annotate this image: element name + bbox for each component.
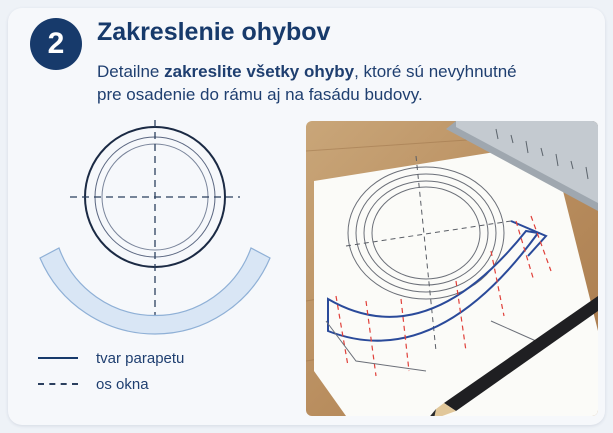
description-text-2: , ktoré sú nevyhnutné [354,62,517,81]
step-number: 2 [47,27,65,60]
dashed-line-icon [38,383,78,385]
solid-line-icon [38,357,78,359]
step-number-badge [30,18,82,70]
photo-of-pencil-sketch-icon [306,121,598,416]
legend-label: os okna [96,375,149,393]
description-text-1: Detailne [97,62,165,81]
legend-label: tvar parapetu [96,349,185,367]
legend-item-axis [38,371,184,397]
step-description [97,60,567,106]
description-emphasis: zakreslite všetky ohyby [164,62,355,81]
description-text-3: pre osadenie do rámu aj na fasádu budovy. [97,85,423,104]
page-title: Zakreslenie ohybov [97,18,331,46]
sketch-photo [306,121,598,416]
legend [38,345,184,397]
technical-drawing [30,120,295,335]
legend-item-sill [38,345,184,371]
